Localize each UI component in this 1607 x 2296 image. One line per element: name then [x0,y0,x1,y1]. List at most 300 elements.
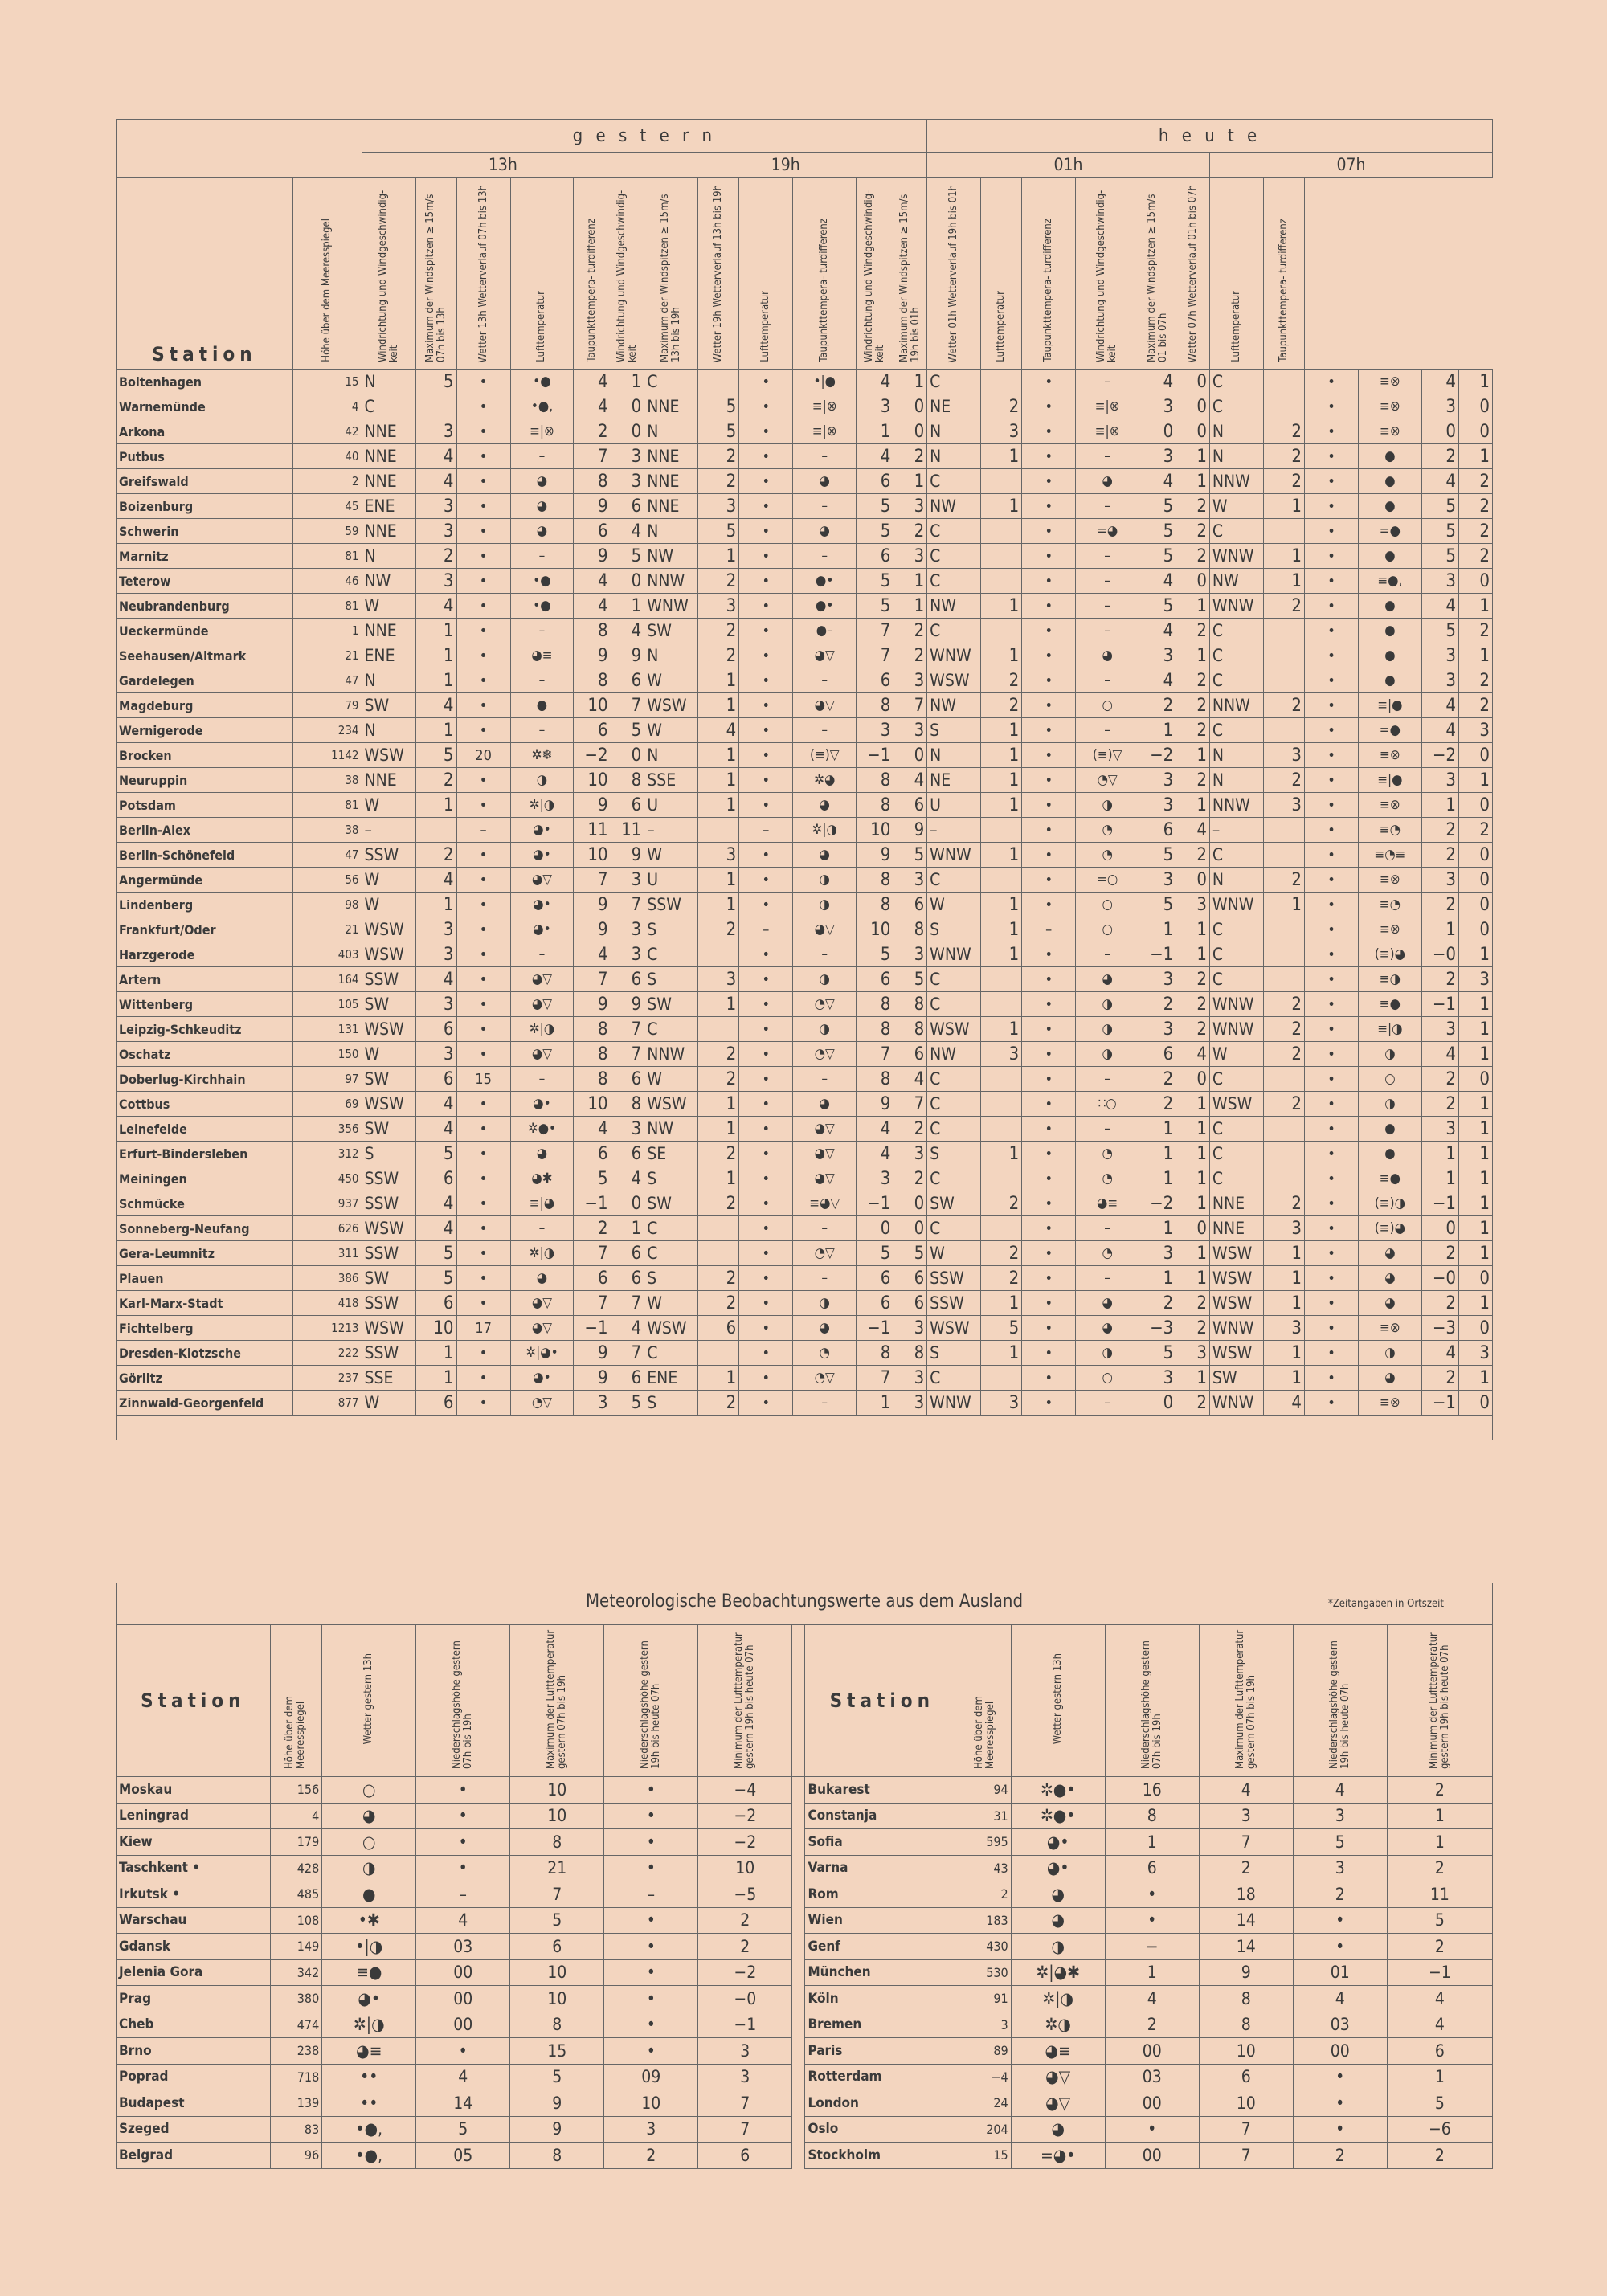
cell: 3 [1139,868,1176,893]
station-height: 21 [292,917,362,942]
cell: 1 [1176,1117,1210,1142]
cell: • [456,1366,510,1391]
foreign-cell: 6 [1199,2064,1293,2090]
cell: 5 [857,594,893,619]
cell: WNW [927,643,981,668]
cell: C [1209,619,1263,643]
cell: • [456,469,510,494]
cell: =● [1359,519,1422,544]
foreign-gap [792,1829,805,1856]
cell: 3 [1139,1366,1176,1391]
cell: ◕ [510,1142,574,1166]
cell: NW [362,569,415,594]
cell: ≡|⊗ [793,394,857,419]
cell: 0 [1139,419,1176,444]
cell: ◕ [793,1092,857,1117]
station-height: 45 [292,494,362,519]
cell: SW [927,1191,981,1216]
foreign-row [117,1934,1493,1960]
station-height: 386 [292,1266,362,1291]
cell: WSW [1209,1291,1263,1316]
cell: • [739,868,793,893]
cell: SW [362,693,415,718]
foreign-cell: • [416,1855,510,1881]
cell: 2 [1264,768,1305,793]
cell: C [927,370,981,394]
cell: • [1022,1142,1076,1166]
cell: 5 [611,1391,644,1416]
cell: 9 [574,643,611,668]
cell: 9 [611,992,644,1017]
cell: 4 [574,594,611,619]
cell: ≡⊗ [1359,1316,1422,1341]
station-height: 403 [292,942,362,967]
cell: • [739,594,793,619]
cell: 9 [574,494,611,519]
foreign-cell: • [604,1777,698,1804]
cell: ◑ [1359,1341,1422,1366]
cell: 3 [611,942,644,967]
cell: 6 [857,544,893,569]
foreign-station: Belgrad [117,2143,271,2169]
cell: 3 [1421,1017,1458,1042]
cell: • [739,1142,793,1166]
cell: • [1304,1117,1358,1142]
cell: 1 [857,419,893,444]
col-header-13h-3 [510,178,574,370]
cell: 5 [415,1241,456,1266]
cell: 2 [1139,1291,1176,1316]
foreign-cell: • [604,2038,698,2065]
station-height: 15 [292,370,362,394]
cell: ≡◔ [1359,893,1422,917]
cell: 4 [1139,569,1176,594]
cell: ≡● [1359,992,1422,1017]
station-height: 56 [292,868,362,893]
foreign-cell: 05 [416,2143,510,2169]
foreign-observations-table [116,1624,1493,2169]
cell: (≡)◕ [1359,942,1422,967]
cell: 9 [574,992,611,1017]
cell: 2 [1421,893,1458,917]
cell: 1 [415,793,456,818]
foreign-cell: 7 [510,1881,604,1908]
foreign-station: Sofia [805,1829,959,1856]
col-header-label: Windrichtung und Windgeschwindig- keit [615,190,639,362]
cell: 0 [1459,843,1493,868]
foreign-cell: 5 [510,1907,604,1934]
foreign-station: Irkutsk • [117,1881,271,1908]
cell: ∷○ [1076,1092,1139,1117]
cell: 9 [574,1341,611,1366]
table-row [117,544,1493,569]
foreign-cell: −2 [698,1959,792,1986]
station-name: Harzgerode [117,942,293,967]
cell [1264,818,1305,843]
cell: • [739,793,793,818]
cell: 0 [1176,370,1210,394]
cell: 9 [574,793,611,818]
cell: 0 [1176,1067,1210,1092]
foreign-gap [792,1959,805,1986]
cell: C [927,569,981,594]
foreign-cell: 16 [1105,1777,1199,1804]
foreign-cell: ◕ [1011,1907,1105,1934]
cell: 3 [981,419,1022,444]
cell: 2 [1176,1017,1210,1042]
foreign-cell: ◕ [1011,1881,1105,1908]
cell: NW [644,1117,698,1142]
foreign-cell: • [1293,2064,1387,2090]
cell: • [1022,668,1076,693]
cell: 3 [1139,643,1176,668]
col-header-label: Windrichtung und Windgeschwindig- keit [1095,190,1119,362]
table-row [117,668,1493,693]
station-name: Wittenberg [117,992,293,1017]
cell: SSW [362,1191,415,1216]
foreign-cell: 9 [1199,1959,1293,1986]
station-name: Magdeburg [117,693,293,718]
table-row [117,1316,1493,1341]
station-height: 4 [292,394,362,419]
cell: – [1076,494,1139,519]
cell: ≡◑ [1359,967,1422,992]
cell: 0 [611,1191,644,1216]
foreign-station-header-right: Station [805,1625,959,1777]
cell: 8 [574,619,611,643]
cell: 1 [698,868,739,893]
cell: • [739,1092,793,1117]
station-height: 21 [292,643,362,668]
foreign-cell: 1 [1387,1803,1492,1829]
cell: 0 [1459,1316,1493,1341]
cell: • [1022,893,1076,917]
cell: • [1304,494,1358,519]
foreign-cell: 204 [959,2116,1012,2143]
foreign-cell: 6 [1387,2038,1492,2065]
cell: C [927,868,981,893]
cell: 5 [893,967,927,992]
col-header-label: Windrichtung und Windgeschwindig- keit [376,190,400,362]
foreign-cell: • [1105,1907,1199,1934]
station-height: 42 [292,419,362,444]
station-name: Artern [117,967,293,992]
cell: 2 [981,1191,1022,1216]
cell: ● [1359,594,1422,619]
foreign-cell: 24 [959,2090,1012,2117]
cell: 2 [1176,668,1210,693]
cell: W [362,893,415,917]
foreign-cell: ✲●• [1011,1803,1105,1829]
cell: 1 [1176,643,1210,668]
foreign-station: Oslo [805,2116,959,2143]
cell: • [1022,868,1076,893]
cell: 4 [1139,619,1176,643]
cell [1264,942,1305,967]
cell: – [793,718,857,743]
cell: 1 [698,743,739,768]
cell: 6 [611,1142,644,1166]
cell: NE [927,768,981,793]
cell: ◕▽ [510,992,574,1017]
cell: • [1022,394,1076,419]
cell: 2 [1176,544,1210,569]
cell: 7 [893,693,927,718]
col-header-label: Maximum der Windspitzen ≥ 15m/s 01 bis 07h [1145,194,1169,362]
cell: ◕ [1359,1266,1422,1291]
cell: 2 [698,1391,739,1416]
cell: • [1022,444,1076,469]
col-header-19h-1 [644,178,698,370]
col-header-label: Wetter 07h Wetterverlauf 01h bis 07h [1186,184,1199,362]
foreign-row [117,1803,1493,1829]
cell: ≡⊗ [1359,394,1422,419]
cell: ≡|◑ [1359,1017,1422,1042]
cell: 3 [1459,1341,1493,1366]
cell: – [510,668,574,693]
col-header-19h-2 [698,178,739,370]
station-height: 1213 [292,1316,362,1341]
foreign-gap [792,1777,805,1804]
foreign-cell: ✲◑ [1011,2012,1105,2038]
cell: 1 [698,668,739,693]
cell: 4 [611,519,644,544]
foreign-cell: ◕▽ [1011,2090,1105,2117]
cell: 2 [981,668,1022,693]
cell: 1 [611,1216,644,1241]
cell [1264,643,1305,668]
cell: C [927,469,981,494]
cell: 5 [893,1241,927,1266]
cell [981,1216,1022,1241]
cell [1264,1067,1305,1092]
col-header-13h-4 [574,178,611,370]
cell: ◕ [1359,1291,1422,1316]
cell: ✲●• [510,1117,574,1142]
cell: • [1304,1241,1358,1266]
foreign-cell: 00 [1293,2038,1387,2065]
cell [1264,1142,1305,1166]
foreign-col-header-label: Niederschlagshöhe gestern 07h bis 19h [451,1640,475,1769]
cell: 3 [1264,1216,1305,1241]
cell: • [1304,693,1358,718]
cell: 4 [698,718,739,743]
cell: −1 [574,1191,611,1216]
cell: 4 [893,1067,927,1092]
foreign-col-header-label: Wetter gestern 13h [362,1653,375,1745]
cell: ✲❄ [510,743,574,768]
cell: ◕▽ [510,1291,574,1316]
cell: 5 [698,419,739,444]
cell: • [1022,594,1076,619]
foreign-cell: 183 [959,1907,1012,1934]
cell: 2 [1459,519,1493,544]
foreign-gap [792,1986,805,2012]
station-name: Boltenhagen [117,370,293,394]
cell: 2 [1421,1291,1458,1316]
foreign-cell: 10 [510,1959,604,1986]
foreign-cell: −1 [698,2012,792,2038]
foreign-cell: ✲|◑ [322,2012,416,2038]
cell: • [456,1117,510,1142]
station-name: Dresden-Klotzsche [117,1341,293,1366]
cell: WNW [1209,1391,1263,1416]
cell: 0 [1421,419,1458,444]
cell: • [456,868,510,893]
cell: – [1022,917,1076,942]
cell: 1 [857,1391,893,1416]
station-height: 877 [292,1391,362,1416]
cell: 1 [698,793,739,818]
cell: 6 [698,1316,739,1341]
cell: 15 [456,1067,510,1092]
cell: 1 [698,1092,739,1117]
cell: 0 [1139,1391,1176,1416]
cell: 8 [611,1092,644,1117]
cell: • [1022,643,1076,668]
station-height: 81 [292,544,362,569]
cell: N [362,668,415,693]
cell: • [1304,992,1358,1017]
cell: 1 [1459,370,1493,394]
cell: C [927,1366,981,1391]
foreign-station: Jelenia Gora [117,1959,271,1986]
cell: NNW [1209,469,1263,494]
foreign-station: Warschau [117,1907,271,1934]
cell: NNE [644,494,698,519]
cell: 6 [415,1017,456,1042]
foreign-cell: 3 [1293,1855,1387,1881]
cell: 3 [611,469,644,494]
foreign-row [117,1855,1493,1881]
cell: 2 [1264,594,1305,619]
cell: 2 [1421,818,1458,843]
cell: −3 [1139,1316,1176,1341]
cell: • [456,967,510,992]
time-07h: 07h [1209,153,1492,178]
cell: • [1304,469,1358,494]
cell: • [739,1191,793,1216]
cell: 1 [1264,1341,1305,1366]
cell: 1 [1459,594,1493,619]
foreign-cell: 7 [1199,2143,1293,2169]
cell: 4 [1176,1042,1210,1067]
cell: 2 [698,1291,739,1316]
cell: ≡⊗ [1359,1391,1422,1416]
station-name: Oschatz [117,1042,293,1067]
cell: 3 [415,917,456,942]
col-header-07h-1 [1139,178,1176,370]
cell: ◔ [1076,1241,1139,1266]
cell: C [927,967,981,992]
foreign-cell: • [1105,1881,1199,1908]
foreign-cell: 3 [698,2064,792,2090]
foreign-cell: 9 [510,2116,604,2143]
cell: • [739,370,793,394]
cell: 1 [1264,569,1305,594]
table-row [117,444,1493,469]
col-header-19h-3 [739,178,793,370]
cell: ◕ [510,1266,574,1291]
cell [1264,718,1305,743]
foreign-cell: 342 [270,1959,322,1986]
cell: – [739,818,793,843]
cell: ✲|◑ [510,1017,574,1042]
cell: NNE [644,469,698,494]
foreign-cell: 2 [604,2143,698,2169]
cell: 0 [1459,793,1493,818]
cell: – [1076,544,1139,569]
cell: ○ [1359,1067,1422,1092]
cell: 8 [611,768,644,793]
cell: WNW [1209,544,1263,569]
cell: 2 [1421,1067,1458,1092]
cell [698,1017,739,1042]
cell: SE [644,1142,698,1166]
foreign-col-header-right-2 [1105,1625,1199,1777]
cell [698,818,739,843]
cell: 7 [574,967,611,992]
cell: • [1022,1042,1076,1067]
station-name: Boizenburg [117,494,293,519]
cell: C [927,1067,981,1092]
station-height: 38 [292,768,362,793]
cell: 3 [1139,444,1176,469]
foreign-cell: 2 [959,1881,1012,1908]
cell: WSW [362,917,415,942]
cell: SSW [644,893,698,917]
cell [981,818,1022,843]
cell: – [793,494,857,519]
cell: 1 [1459,1241,1493,1266]
foreign-cell: 8 [1199,1986,1293,2012]
cell: ◔▽ [793,1241,857,1266]
cell: S [362,1142,415,1166]
cell: NNE [362,469,415,494]
station-name: Schwerin [117,519,293,544]
cell: 6 [893,1042,927,1067]
cell: • [739,1117,793,1142]
height-header [292,178,362,370]
cell [981,1166,1022,1191]
cell: • [1022,793,1076,818]
foreign-cell: 6 [510,1934,604,1960]
cell: 5 [981,1316,1022,1341]
station-height: 79 [292,693,362,718]
foreign-cell: • [1105,2116,1199,2143]
cell: ◑ [1076,1042,1139,1067]
cell: • [456,893,510,917]
cell: 0 [1459,569,1493,594]
cell: 0 [1176,569,1210,594]
cell: 2 [698,1067,739,1092]
foreign-cell: 8 [510,2143,604,2169]
cell: 3 [1421,643,1458,668]
cell: 1 [1176,469,1210,494]
cell: 2 [1176,967,1210,992]
corner-cell [117,120,362,178]
foreign-cell: 3 [1293,1803,1387,1829]
station-name: Karl-Marx-Stadt [117,1291,293,1316]
foreign-cell: 3 [959,2012,1012,2038]
cell: WSW [644,693,698,718]
cell: 3 [611,868,644,893]
cell: ENE [362,643,415,668]
cell: 3 [893,494,927,519]
cell: NNE [644,444,698,469]
cell: – [1076,718,1139,743]
cell: • [1022,693,1076,718]
